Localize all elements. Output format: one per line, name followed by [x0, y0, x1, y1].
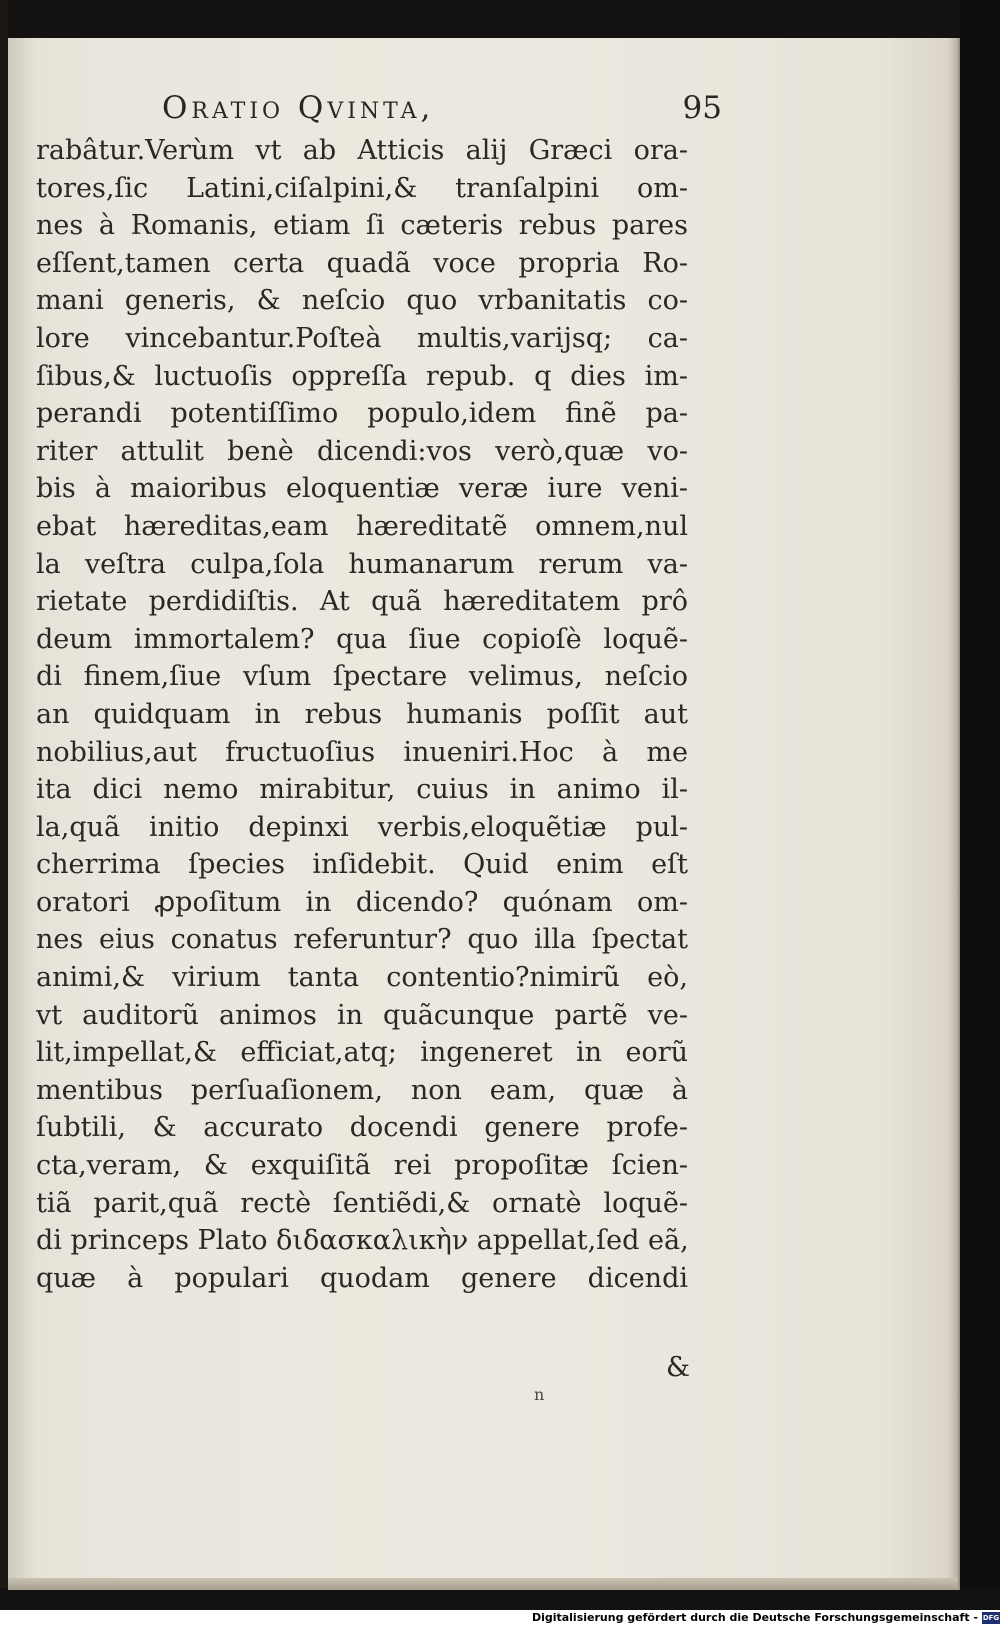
- catchword: &: [666, 1352, 691, 1383]
- text-line: an quidquam in rebus humanis poſſit aut: [36, 698, 688, 730]
- text-line: nes eius conatus referuntur? quo illa ſpectat: [36, 924, 688, 956]
- text-line: la veſtra culpa,ſola humanarum rerum va-: [36, 548, 688, 580]
- body-text: [36, 132, 688, 1297]
- text-line: la,quã initio depinxi verbis,eloquẽtiæ pul-: [36, 811, 688, 843]
- digitization-credit: Digitalisierung gefördert durch die Deutsche Forschungsgemeinschaft -: [531, 1611, 978, 1624]
- text-line: oratori ꝓpoſitum in dicendo? quónam om-: [36, 886, 688, 918]
- text-line: tiã parit,quã rectè ſentiẽdi,& ornatè loquẽ-: [36, 1187, 688, 1219]
- text-line: cta,veram, & exquiſitã rei propoſitæ ſcien-: [36, 1150, 688, 1182]
- page-bottom-edge: [8, 1578, 958, 1590]
- text-line: lit,impellat,& efficiat,atq; ingeneret in eorũ: [36, 1037, 688, 1069]
- text-line: nobilius,aut fructuoſius inueniri.Hoc à me: [36, 736, 688, 768]
- text-line: di finem,ſiue vſum ſpectare velimus, neſcio: [36, 661, 688, 693]
- text-line: deum immortalem? qua ſiue copioſè loquẽ-: [36, 623, 688, 655]
- page-header: [162, 90, 722, 136]
- text-line: mentibus perſuaſionem, non eam, quæ à: [36, 1074, 688, 1106]
- text-line: riter attulit benè dicendi:vos verò,quæ vo-: [36, 435, 688, 467]
- text-line: perandi potentiſſimo populo,idem finẽ pa-: [36, 398, 688, 430]
- running-title: Oratio Qvinta,: [162, 90, 435, 126]
- text-line: cherrima ſpecies inſidebit. Quid enim eſt: [36, 849, 688, 881]
- text-line: ebat hæreditas,eam hæreditatẽ omnem,nul: [36, 510, 688, 542]
- text-line: ſubtili, & accurato docendi genere profe-: [36, 1112, 688, 1144]
- text-line: nes à Romanis, etiam ſi cæteris rebus pares: [36, 210, 688, 242]
- signature-mark: n: [534, 1385, 545, 1404]
- scan-border-left: [0, 0, 8, 1610]
- text-line: quæ à populari quodam genere dicendi: [36, 1262, 688, 1294]
- text-line: rietate perdidiſtis. At quã hæreditatem prô: [36, 586, 688, 618]
- page-number: 95: [682, 90, 722, 126]
- text-line: vt auditorũ animos in quãcunque partẽ ve-: [36, 999, 688, 1031]
- text-line: di princeps Plato διδασκαλικὴν appellat,ſed eã,: [36, 1225, 689, 1257]
- text-line: tores,ſic Latini,ciſalpini,& tranſalpini om-: [36, 172, 688, 204]
- dfg-logo-icon: DFG: [982, 1614, 1000, 1622]
- text-line: mani generis, & neſcio quo vrbanitatis co-: [36, 285, 688, 317]
- text-line: ita dici nemo mirabitur, cuius in animo il-: [36, 774, 688, 806]
- footer-bar: [0, 1610, 1000, 1626]
- scan-border-top: [0, 0, 1000, 40]
- text-line: ſibus,& luctuoſis oppreſſa repub. q dies im-: [36, 360, 688, 392]
- text-line: lore vincebantur.Poſteà multis,varijsq; ca-: [36, 322, 688, 354]
- text-line: bis à maioribus eloquentiæ veræ iure veni-: [36, 473, 688, 505]
- text-line: rabâtur.Verùm vt ab Atticis alij Græci ora-: [36, 135, 688, 166]
- text-line: eſſent,tamen certa quadã voce propria Ro-: [36, 247, 688, 279]
- page-edge-shadow: [948, 38, 958, 1590]
- text-line: animi,& virium tanta contentio?nimirũ eò,: [36, 962, 688, 994]
- scan-border-right: [960, 0, 1000, 1610]
- scan-border-bottom: [0, 1588, 1000, 1610]
